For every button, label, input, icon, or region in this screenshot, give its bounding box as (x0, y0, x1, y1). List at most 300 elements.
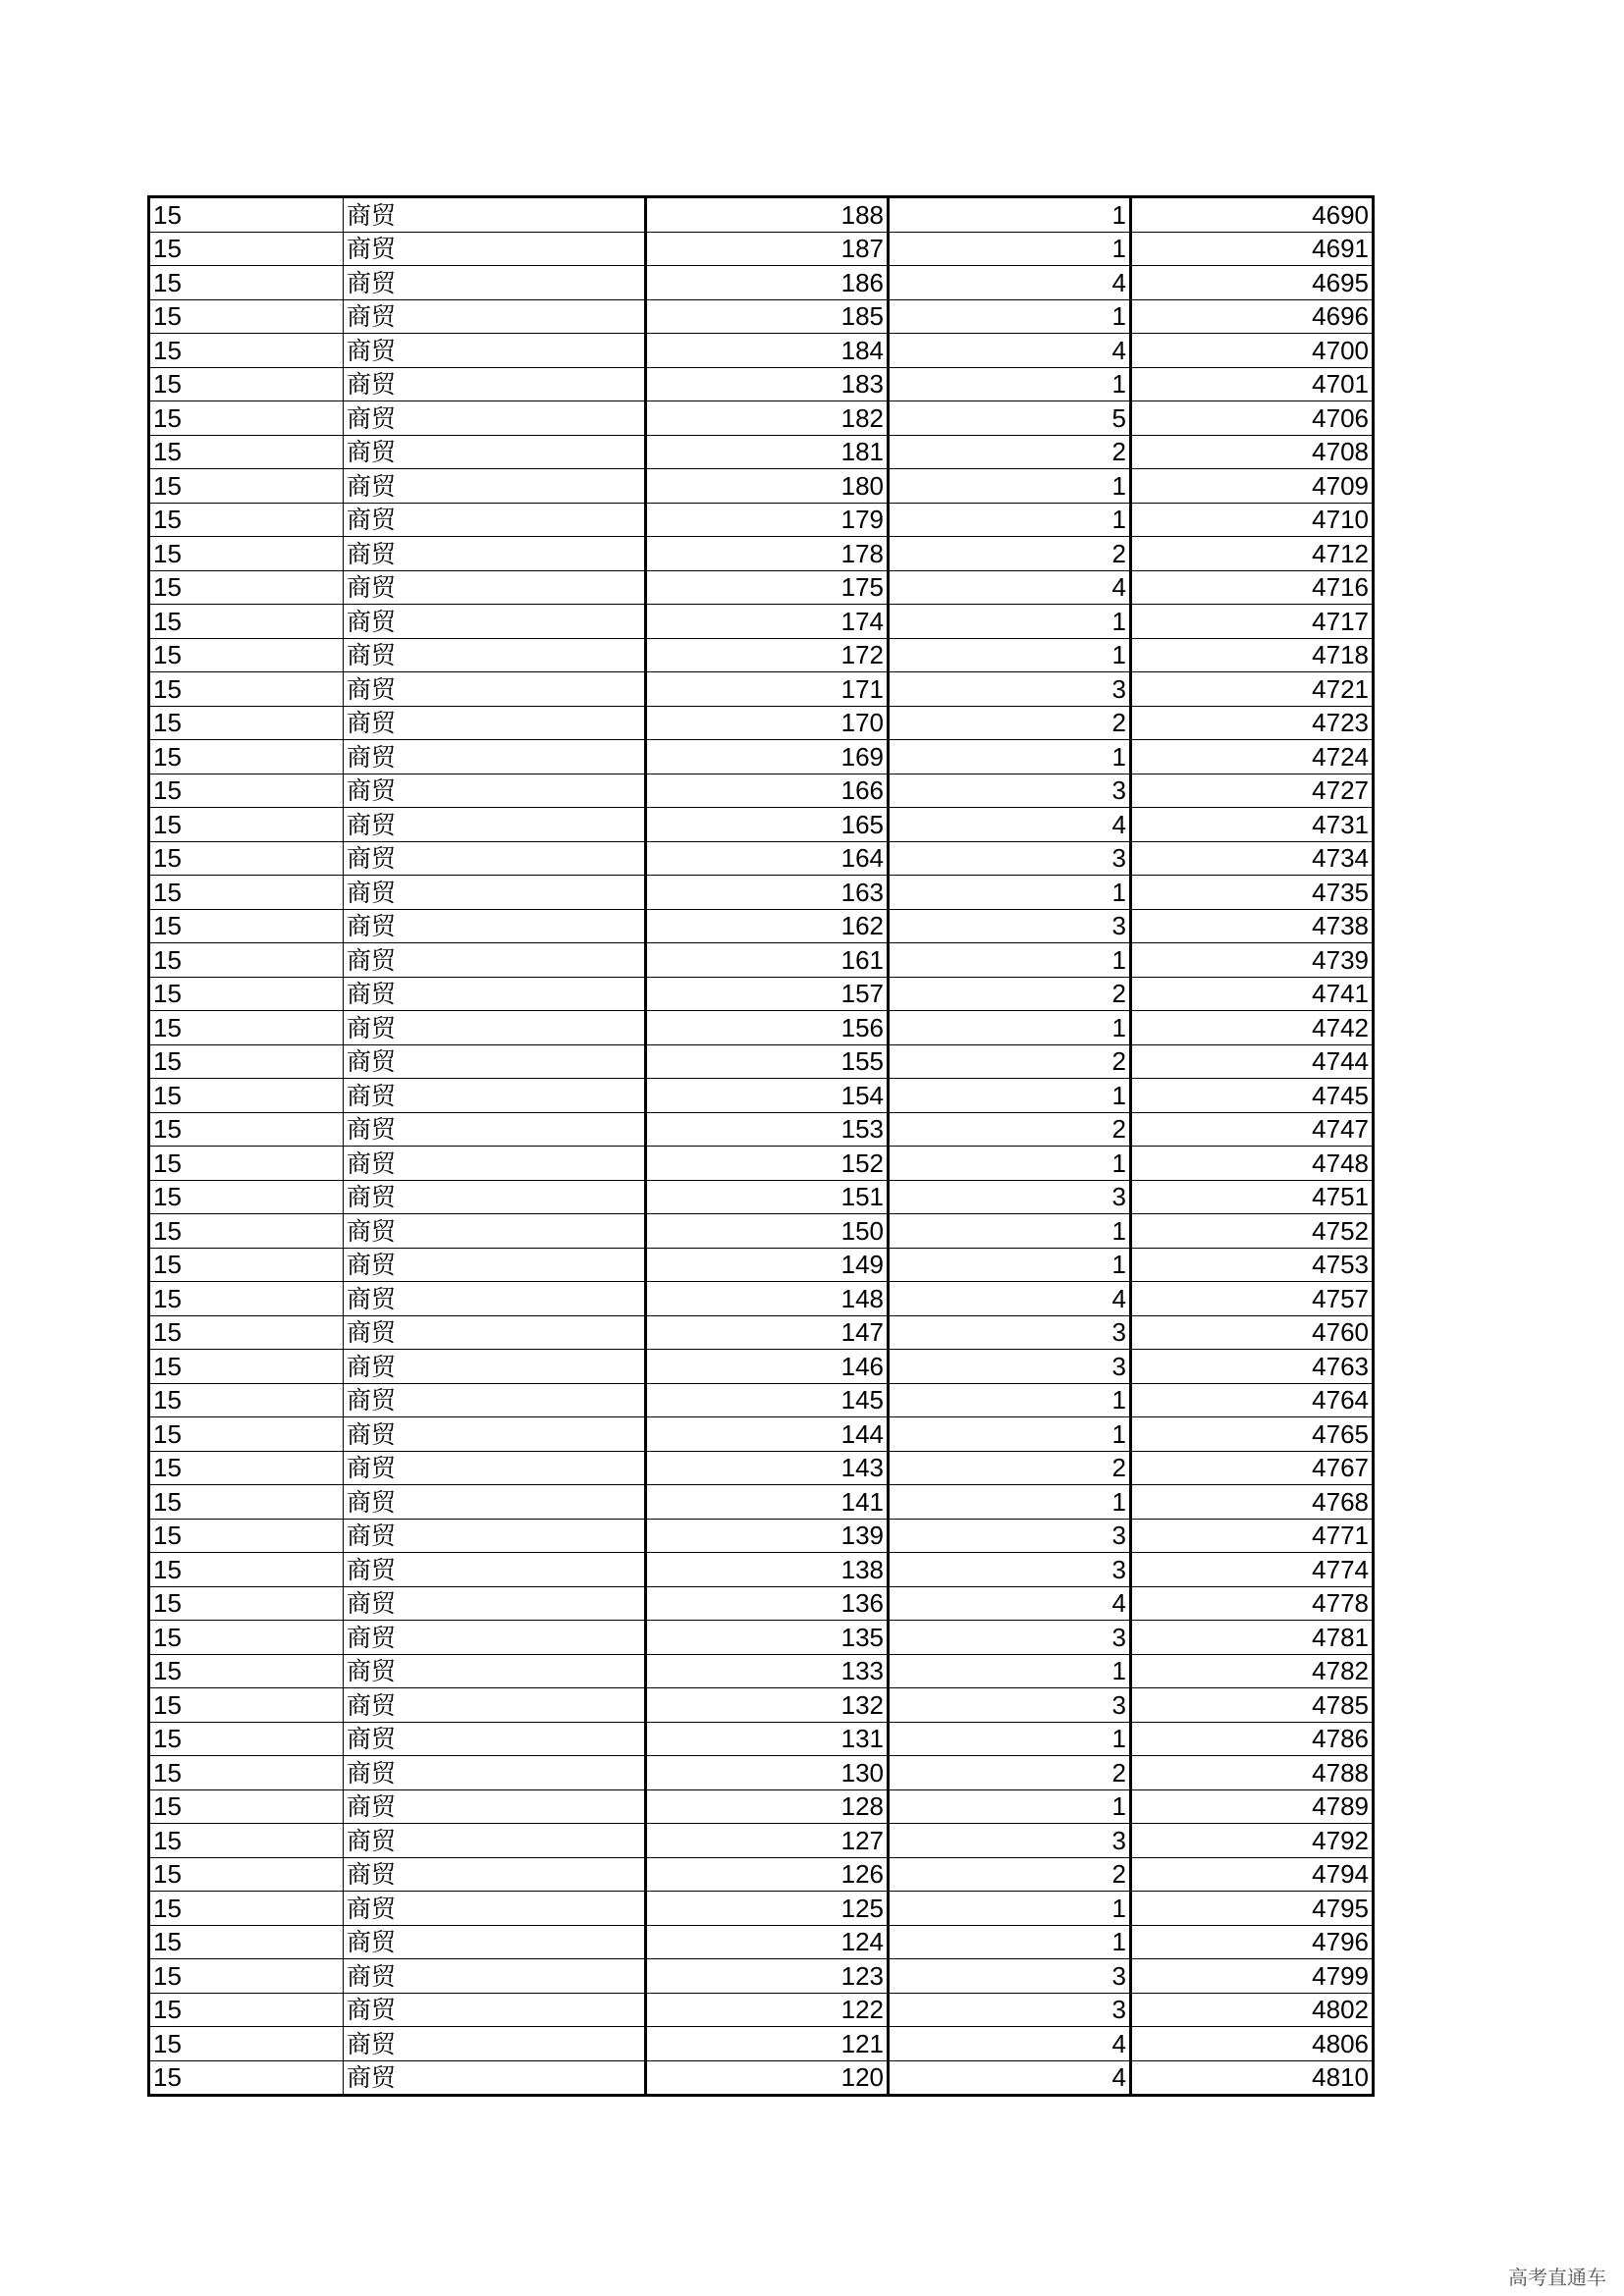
code-cell: 15 (149, 1147, 344, 1181)
score-cell: 150 (646, 1214, 889, 1249)
table-row (149, 2060, 1374, 2096)
cumulative-cell: 4795 (1131, 1892, 1374, 1926)
count-cell: 1 (889, 232, 1131, 266)
count-cell: 1 (889, 1079, 1131, 1113)
score-cell: 161 (646, 943, 889, 978)
score-cell: 180 (646, 469, 889, 504)
cumulative-cell: 4708 (1131, 435, 1374, 469)
count-cell: 4 (889, 266, 1131, 300)
score-cell: 154 (646, 1079, 889, 1113)
table-row (149, 1248, 1374, 1282)
category-cell: 商贸 (344, 672, 646, 707)
cumulative-cell: 4712 (1131, 537, 1374, 571)
cumulative-cell: 4767 (1131, 1451, 1374, 1485)
category-cell: 商贸 (344, 1688, 646, 1723)
count-cell: 1 (889, 1011, 1131, 1045)
score-cell: 124 (646, 1925, 889, 1959)
category-cell: 商贸 (344, 808, 646, 842)
code-cell: 15 (149, 706, 344, 740)
cumulative-cell: 4742 (1131, 1011, 1374, 1045)
code-cell: 15 (149, 1180, 344, 1214)
count-cell: 1 (889, 299, 1131, 334)
cumulative-cell: 4757 (1131, 1282, 1374, 1316)
score-cell: 126 (646, 1857, 889, 1892)
score-cell: 120 (646, 2060, 889, 2096)
score-cell: 165 (646, 808, 889, 842)
count-cell: 3 (889, 1959, 1131, 1994)
score-cell: 130 (646, 1756, 889, 1790)
cumulative-cell: 4731 (1131, 808, 1374, 842)
cumulative-cell: 4781 (1131, 1621, 1374, 1655)
code-cell: 15 (149, 334, 344, 368)
table-row (149, 605, 1374, 639)
table-row (149, 334, 1374, 368)
code-cell: 15 (149, 1282, 344, 1316)
code-cell: 15 (149, 1621, 344, 1655)
category-cell: 商贸 (344, 537, 646, 571)
category-cell: 商贸 (344, 232, 646, 266)
code-cell: 15 (149, 977, 344, 1011)
table-row (149, 774, 1374, 808)
category-cell: 商贸 (344, 605, 646, 639)
count-cell: 4 (889, 1586, 1131, 1621)
category-cell: 商贸 (344, 1553, 646, 1587)
code-cell: 15 (149, 605, 344, 639)
count-cell: 2 (889, 537, 1131, 571)
score-cell: 133 (646, 1654, 889, 1688)
count-cell: 2 (889, 1451, 1131, 1485)
cumulative-cell: 4696 (1131, 299, 1374, 334)
count-cell: 1 (889, 1892, 1131, 1926)
category-cell: 商贸 (344, 266, 646, 300)
score-cell: 172 (646, 638, 889, 672)
score-cell: 153 (646, 1112, 889, 1147)
cumulative-cell: 4765 (1131, 1417, 1374, 1452)
table-row (149, 1350, 1374, 1384)
cumulative-cell: 4744 (1131, 1044, 1374, 1079)
score-cell: 175 (646, 570, 889, 605)
count-cell: 1 (889, 1248, 1131, 1282)
score-cell: 131 (646, 1722, 889, 1756)
table-row (149, 1892, 1374, 1926)
cumulative-cell: 4785 (1131, 1688, 1374, 1723)
table-row (149, 435, 1374, 469)
category-cell: 商贸 (344, 1621, 646, 1655)
cumulative-cell: 4774 (1131, 1553, 1374, 1587)
count-cell: 1 (889, 197, 1131, 233)
count-cell: 2 (889, 977, 1131, 1011)
score-cell: 186 (646, 266, 889, 300)
table-row (149, 1282, 1374, 1316)
cumulative-cell: 4723 (1131, 706, 1374, 740)
table-row (149, 1044, 1374, 1079)
count-cell: 5 (889, 401, 1131, 436)
category-cell: 商贸 (344, 1756, 646, 1790)
code-cell: 15 (149, 1350, 344, 1384)
table-row (149, 503, 1374, 537)
table-row (149, 1383, 1374, 1417)
category-cell: 商贸 (344, 1925, 646, 1959)
count-cell: 1 (889, 1147, 1131, 1181)
category-cell: 商贸 (344, 1586, 646, 1621)
count-cell: 3 (889, 1180, 1131, 1214)
category-cell: 商贸 (344, 1383, 646, 1417)
count-cell: 4 (889, 2060, 1131, 2096)
score-cell: 146 (646, 1350, 889, 1384)
code-cell: 15 (149, 1214, 344, 1249)
score-cell: 139 (646, 1519, 889, 1553)
category-cell: 商贸 (344, 2027, 646, 2061)
count-cell: 3 (889, 841, 1131, 876)
code-cell: 15 (149, 503, 344, 537)
category-cell: 商贸 (344, 1654, 646, 1688)
count-cell: 1 (889, 367, 1131, 401)
code-cell: 15 (149, 401, 344, 436)
category-cell: 商贸 (344, 1857, 646, 1892)
table-row (149, 1824, 1374, 1858)
code-cell: 15 (149, 1857, 344, 1892)
count-cell: 2 (889, 1112, 1131, 1147)
category-cell: 商贸 (344, 977, 646, 1011)
category-cell: 商贸 (344, 503, 646, 537)
category-cell: 商贸 (344, 706, 646, 740)
cumulative-cell: 4739 (1131, 943, 1374, 978)
cumulative-cell: 4741 (1131, 977, 1374, 1011)
count-cell: 4 (889, 570, 1131, 605)
count-cell: 2 (889, 1756, 1131, 1790)
count-cell: 3 (889, 1824, 1131, 1858)
cumulative-cell: 4778 (1131, 1586, 1374, 1621)
count-cell: 1 (889, 943, 1131, 978)
score-cell: 157 (646, 977, 889, 1011)
count-cell: 2 (889, 1044, 1131, 1079)
table-row (149, 1959, 1374, 1994)
table-row (149, 1789, 1374, 1824)
cumulative-cell: 4747 (1131, 1112, 1374, 1147)
category-cell: 商贸 (344, 197, 646, 233)
footer-watermark: 高考直通车 (1508, 2266, 1606, 2289)
cumulative-cell: 4794 (1131, 1857, 1374, 1892)
count-cell: 1 (889, 876, 1131, 910)
cumulative-cell: 4690 (1131, 197, 1374, 233)
table-row (149, 266, 1374, 300)
count-cell: 1 (889, 503, 1131, 537)
cumulative-cell: 4752 (1131, 1214, 1374, 1249)
score-cell: 155 (646, 1044, 889, 1079)
count-cell: 2 (889, 706, 1131, 740)
count-cell: 1 (889, 1925, 1131, 1959)
table-row (149, 1180, 1374, 1214)
table-row (149, 1621, 1374, 1655)
cumulative-cell: 4724 (1131, 740, 1374, 774)
count-cell: 4 (889, 1282, 1131, 1316)
count-cell: 1 (889, 1722, 1131, 1756)
cumulative-cell: 4695 (1131, 266, 1374, 300)
category-cell: 商贸 (344, 1112, 646, 1147)
table-row (149, 537, 1374, 571)
table-row (149, 232, 1374, 266)
table-row (149, 367, 1374, 401)
score-cell: 143 (646, 1451, 889, 1485)
score-cell: 122 (646, 1993, 889, 2027)
table-row (149, 638, 1374, 672)
code-cell: 15 (149, 740, 344, 774)
count-cell: 1 (889, 469, 1131, 504)
cumulative-cell: 4806 (1131, 2027, 1374, 2061)
cumulative-cell: 4710 (1131, 503, 1374, 537)
code-cell: 15 (149, 232, 344, 266)
code-cell: 15 (149, 266, 344, 300)
cumulative-cell: 4786 (1131, 1722, 1374, 1756)
code-cell: 15 (149, 367, 344, 401)
count-cell: 1 (889, 1485, 1131, 1520)
cumulative-cell: 4706 (1131, 401, 1374, 436)
code-cell: 15 (149, 672, 344, 707)
score-cell: 149 (646, 1248, 889, 1282)
count-cell: 3 (889, 1315, 1131, 1350)
count-cell: 3 (889, 1621, 1131, 1655)
category-cell: 商贸 (344, 909, 646, 943)
category-cell: 商贸 (344, 943, 646, 978)
count-cell: 1 (889, 1654, 1131, 1688)
cumulative-cell: 4748 (1131, 1147, 1374, 1181)
category-cell: 商贸 (344, 1315, 646, 1350)
category-cell: 商贸 (344, 841, 646, 876)
score-table (147, 195, 1375, 2097)
code-cell: 15 (149, 1485, 344, 1520)
category-cell: 商贸 (344, 401, 646, 436)
code-cell: 15 (149, 1586, 344, 1621)
code-cell: 15 (149, 299, 344, 334)
score-cell: 121 (646, 2027, 889, 2061)
cumulative-cell: 4701 (1131, 367, 1374, 401)
code-cell: 15 (149, 1044, 344, 1079)
code-cell: 15 (149, 570, 344, 605)
cumulative-cell: 4745 (1131, 1079, 1374, 1113)
code-cell: 15 (149, 1519, 344, 1553)
score-cell: 151 (646, 1180, 889, 1214)
category-cell: 商贸 (344, 1519, 646, 1553)
category-cell: 商贸 (344, 1248, 646, 1282)
cumulative-cell: 4709 (1131, 469, 1374, 504)
category-cell: 商贸 (344, 1451, 646, 1485)
score-table-body (149, 197, 1374, 2096)
cumulative-cell: 4700 (1131, 334, 1374, 368)
count-cell: 3 (889, 1553, 1131, 1587)
code-cell: 15 (149, 1925, 344, 1959)
category-cell: 商贸 (344, 1993, 646, 2027)
category-cell: 商贸 (344, 367, 646, 401)
table-row (149, 1112, 1374, 1147)
score-cell: 164 (646, 841, 889, 876)
count-cell: 1 (889, 1214, 1131, 1249)
cumulative-cell: 4716 (1131, 570, 1374, 605)
count-cell: 1 (889, 1789, 1131, 1824)
cumulative-cell: 4721 (1131, 672, 1374, 707)
score-cell: 183 (646, 367, 889, 401)
table-row (149, 1451, 1374, 1485)
code-cell: 15 (149, 435, 344, 469)
cumulative-cell: 4734 (1131, 841, 1374, 876)
score-cell: 138 (646, 1553, 889, 1587)
cumulative-cell: 4799 (1131, 1959, 1374, 1994)
category-cell: 商贸 (344, 1417, 646, 1452)
score-cell: 187 (646, 232, 889, 266)
code-cell: 15 (149, 1688, 344, 1723)
cumulative-cell: 4771 (1131, 1519, 1374, 1553)
score-cell: 147 (646, 1315, 889, 1350)
category-cell: 商贸 (344, 1214, 646, 1249)
cumulative-cell: 4764 (1131, 1383, 1374, 1417)
cumulative-cell: 4788 (1131, 1756, 1374, 1790)
code-cell: 15 (149, 1993, 344, 2027)
score-cell: 162 (646, 909, 889, 943)
code-cell: 15 (149, 469, 344, 504)
score-cell: 136 (646, 1586, 889, 1621)
category-cell: 商贸 (344, 435, 646, 469)
cumulative-cell: 4735 (1131, 876, 1374, 910)
score-cell: 128 (646, 1789, 889, 1824)
category-cell: 商贸 (344, 1722, 646, 1756)
score-cell: 123 (646, 1959, 889, 1994)
score-cell: 135 (646, 1621, 889, 1655)
count-cell: 3 (889, 774, 1131, 808)
category-cell: 商贸 (344, 1892, 646, 1926)
count-cell: 1 (889, 605, 1131, 639)
table-row (149, 1993, 1374, 2027)
cumulative-cell: 4760 (1131, 1315, 1374, 1350)
cumulative-cell: 4717 (1131, 605, 1374, 639)
cumulative-cell: 4763 (1131, 1350, 1374, 1384)
count-cell: 3 (889, 909, 1131, 943)
code-cell: 15 (149, 1417, 344, 1452)
code-cell: 15 (149, 876, 344, 910)
cumulative-cell: 4810 (1131, 2060, 1374, 2096)
cumulative-cell: 4802 (1131, 1993, 1374, 2027)
code-cell: 15 (149, 197, 344, 233)
cumulative-cell: 4782 (1131, 1654, 1374, 1688)
table-row (149, 1214, 1374, 1249)
table-row (149, 1519, 1374, 1553)
category-cell: 商贸 (344, 570, 646, 605)
score-cell: 148 (646, 1282, 889, 1316)
score-cell: 184 (646, 334, 889, 368)
score-cell: 174 (646, 605, 889, 639)
table-row (149, 2027, 1374, 2061)
score-cell: 169 (646, 740, 889, 774)
table-row (149, 1756, 1374, 1790)
code-cell: 15 (149, 1383, 344, 1417)
cumulative-cell: 4691 (1131, 232, 1374, 266)
cumulative-cell: 4738 (1131, 909, 1374, 943)
count-cell: 4 (889, 334, 1131, 368)
code-cell: 15 (149, 1756, 344, 1790)
count-cell: 2 (889, 1857, 1131, 1892)
code-cell: 15 (149, 1959, 344, 1994)
count-cell: 1 (889, 638, 1131, 672)
table-row (149, 740, 1374, 774)
count-cell: 2 (889, 435, 1131, 469)
count-cell: 3 (889, 1350, 1131, 1384)
score-cell: 178 (646, 537, 889, 571)
score-cell: 166 (646, 774, 889, 808)
count-cell: 4 (889, 2027, 1131, 2061)
score-cell: 179 (646, 503, 889, 537)
table-row (149, 672, 1374, 707)
category-cell: 商贸 (344, 1789, 646, 1824)
table-row (149, 1857, 1374, 1892)
score-cell: 188 (646, 197, 889, 233)
code-cell: 15 (149, 1315, 344, 1350)
count-cell: 1 (889, 1417, 1131, 1452)
cumulative-cell: 4751 (1131, 1180, 1374, 1214)
cumulative-cell: 4727 (1131, 774, 1374, 808)
table-row (149, 943, 1374, 978)
table-row (149, 909, 1374, 943)
count-cell: 1 (889, 1383, 1131, 1417)
table-row (149, 570, 1374, 605)
category-cell: 商贸 (344, 1011, 646, 1045)
code-cell: 15 (149, 1654, 344, 1688)
table-row (149, 706, 1374, 740)
category-cell: 商贸 (344, 299, 646, 334)
score-cell: 182 (646, 401, 889, 436)
table-row (149, 469, 1374, 504)
table-row (149, 1654, 1374, 1688)
code-cell: 15 (149, 841, 344, 876)
table-row (149, 1586, 1374, 1621)
score-cell: 185 (646, 299, 889, 334)
table-row (149, 299, 1374, 334)
category-cell: 商贸 (344, 2060, 646, 2096)
count-cell: 3 (889, 1688, 1131, 1723)
table-row (149, 1147, 1374, 1181)
cumulative-cell: 4768 (1131, 1485, 1374, 1520)
count-cell: 3 (889, 1519, 1131, 1553)
category-cell: 商贸 (344, 774, 646, 808)
category-cell: 商贸 (344, 1044, 646, 1079)
score-cell: 163 (646, 876, 889, 910)
table-row (149, 1079, 1374, 1113)
score-cell: 181 (646, 435, 889, 469)
code-cell: 15 (149, 1892, 344, 1926)
table-row (149, 1315, 1374, 1350)
table-row (149, 841, 1374, 876)
cumulative-cell: 4753 (1131, 1248, 1374, 1282)
code-cell: 15 (149, 909, 344, 943)
table-row (149, 1417, 1374, 1452)
category-cell: 商贸 (344, 1180, 646, 1214)
table-row (149, 401, 1374, 436)
category-cell: 商贸 (344, 1485, 646, 1520)
code-cell: 15 (149, 2060, 344, 2096)
score-cell: 145 (646, 1383, 889, 1417)
cumulative-cell: 4792 (1131, 1824, 1374, 1858)
category-cell: 商贸 (344, 638, 646, 672)
table-row (149, 1011, 1374, 1045)
table-row (149, 1688, 1374, 1723)
table-row (149, 876, 1374, 910)
table-row (149, 1553, 1374, 1587)
code-cell: 15 (149, 1079, 344, 1113)
category-cell: 商贸 (344, 1079, 646, 1113)
table-row (149, 808, 1374, 842)
category-cell: 商贸 (344, 740, 646, 774)
code-cell: 15 (149, 808, 344, 842)
cumulative-cell: 4789 (1131, 1789, 1374, 1824)
cumulative-cell: 4718 (1131, 638, 1374, 672)
score-cell: 127 (646, 1824, 889, 1858)
